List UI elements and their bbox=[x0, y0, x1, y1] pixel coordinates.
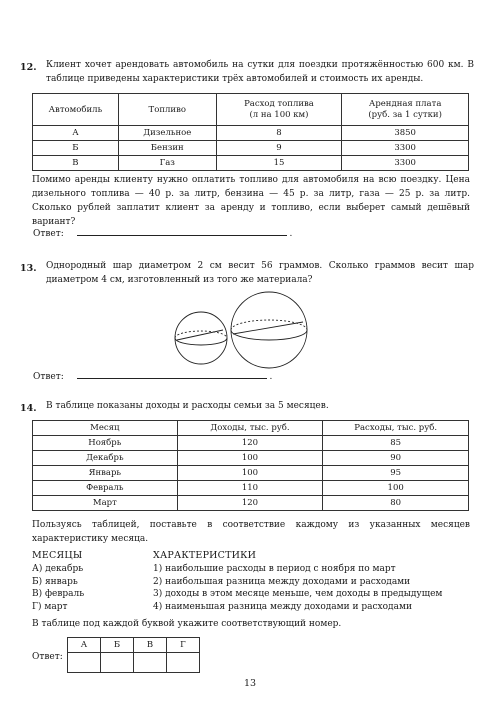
q12-header: Арендная плата (руб. за 1 сутки) bbox=[342, 94, 469, 126]
table-cell: 85 bbox=[323, 436, 469, 451]
q12-number: 12. bbox=[20, 62, 37, 73]
q14-number: 14. bbox=[20, 403, 37, 414]
q14-header: Доходы, тыс. руб. bbox=[177, 421, 323, 436]
table-cell: 80 bbox=[323, 496, 469, 511]
table-cell: 100 bbox=[177, 451, 323, 466]
table-cell: Март bbox=[33, 496, 178, 511]
table-cell: 9 bbox=[216, 141, 342, 156]
characteristics-title: ХАРАКТЕРИСТИКИ bbox=[153, 550, 257, 561]
q12-table bbox=[32, 93, 469, 171]
q13-answer-row: Ответ: . bbox=[33, 372, 273, 382]
q12-text2: Помимо аренды клиенту нужно оплатить топливо для автомобиля на всю поездку. Цена дизельного топлива — 40 р. за литр, бензина — 45 р. за литр, газа — 25 р. за литр. Сколько рублей заплатит клиент за аренду и топливо, если выберет самый дешёвый вариант? bbox=[32, 175, 470, 227]
table-row bbox=[33, 436, 469, 451]
list-item: 4) наименьшая разница между доходами и расходами bbox=[153, 601, 412, 612]
q14-text2: Пользуясь таблицей, поставьте в соответствие каждому из указанных месяцев характеристику месяца. bbox=[32, 520, 470, 544]
table-cell: 3300 bbox=[342, 156, 469, 171]
page-number: 13 bbox=[243, 678, 257, 689]
answer-cell[interactable] bbox=[167, 653, 200, 673]
q12-header: Топливо bbox=[118, 94, 216, 126]
table-row bbox=[33, 466, 469, 481]
table-cell: Февраль bbox=[33, 481, 178, 496]
list-item: В) февраль bbox=[32, 589, 85, 599]
table-cell: 100 bbox=[177, 466, 323, 481]
small-sphere bbox=[175, 312, 227, 364]
answer-cell[interactable] bbox=[101, 653, 134, 673]
q12-answer-row: Ответ: . bbox=[33, 229, 293, 239]
q14-answer-table bbox=[67, 637, 200, 673]
table-cell: А bbox=[33, 126, 119, 141]
list-item: 2) наибольшая разница между доходами и расходами bbox=[153, 576, 411, 587]
large-sphere bbox=[231, 292, 307, 368]
answer-letter: А bbox=[68, 638, 101, 653]
q13-answer-field[interactable] bbox=[77, 378, 267, 379]
table-row bbox=[33, 496, 469, 511]
answer-letter: В bbox=[134, 638, 167, 653]
table-cell: Газ bbox=[118, 156, 216, 171]
list-item: Б) январь bbox=[32, 576, 78, 587]
table-row bbox=[33, 126, 469, 141]
q12-text: Клиент хочет арендовать автомобиль на сутки для поездки протяжённостью 600 км. В таблице приведены характеристики трёх автомобилей и стоимость их аренды. bbox=[46, 60, 474, 84]
answer-cell[interactable] bbox=[68, 653, 101, 673]
table-row bbox=[33, 141, 469, 156]
answer-cell[interactable] bbox=[134, 653, 167, 673]
list-item: Г) март bbox=[32, 601, 68, 612]
table-cell: 8 bbox=[216, 126, 342, 141]
answer-letter: Г bbox=[167, 638, 200, 653]
spheres-figure bbox=[165, 290, 315, 372]
q14-instruction: В таблице под каждой буквой укажите соответствующий номер. bbox=[32, 619, 342, 629]
table-cell: В bbox=[33, 156, 119, 171]
q14-text: В таблице показаны доходы и расходы семьи за 5 месяцев. bbox=[46, 401, 329, 411]
table-cell: 90 bbox=[323, 451, 469, 466]
table-cell: Декабрь bbox=[33, 451, 178, 466]
table-cell: Дизельное bbox=[118, 126, 216, 141]
list-item: 3) доходы в этом месяце меньше, чем доходы в предыдущем bbox=[153, 589, 443, 599]
table-row bbox=[33, 451, 469, 466]
table-cell: 110 bbox=[177, 481, 323, 496]
table-cell: 100 bbox=[323, 481, 469, 496]
table-row bbox=[33, 481, 469, 496]
list-item: 1) наибольшие расходы в период с ноября по март bbox=[153, 564, 396, 574]
table-row bbox=[33, 156, 469, 171]
q14-table bbox=[32, 420, 469, 511]
months-list bbox=[32, 563, 84, 613]
months-title: МЕСЯЦЫ bbox=[32, 550, 83, 561]
table-cell: Ноябрь bbox=[33, 436, 178, 451]
table-cell: 15 bbox=[216, 156, 342, 171]
q13-text: Однородный шар диаметром 2 см весит 56 граммов. Сколько граммов весит шар диаметром 4 см, изготовленный из того же материала? bbox=[46, 261, 474, 285]
answer-label: Ответ: bbox=[33, 372, 64, 382]
answer-label: Ответ: bbox=[33, 229, 64, 239]
table-cell: Б bbox=[33, 141, 119, 156]
q12-header: Расход топлива (л на 100 км) bbox=[216, 94, 342, 126]
q12-answer-field[interactable] bbox=[77, 235, 287, 236]
list-item: А) декабрь bbox=[32, 564, 84, 574]
table-cell: 120 bbox=[177, 496, 323, 511]
table-cell: 120 bbox=[177, 436, 323, 451]
characteristics-list bbox=[153, 563, 442, 613]
answer-letter: Б bbox=[101, 638, 134, 653]
table-cell: Январь bbox=[33, 466, 178, 481]
table-cell: 3850 bbox=[342, 126, 469, 141]
q12-header: Автомобиль bbox=[33, 94, 119, 126]
q14-answer-label: Ответ: bbox=[32, 652, 63, 662]
table-cell: 3300 bbox=[342, 141, 469, 156]
q14-header: Расходы, тыс. руб. bbox=[323, 421, 469, 436]
q13-number: 13. bbox=[20, 263, 37, 274]
table-cell: Бензин bbox=[118, 141, 216, 156]
q14-header: Месяц bbox=[33, 421, 178, 436]
table-cell: 95 bbox=[323, 466, 469, 481]
